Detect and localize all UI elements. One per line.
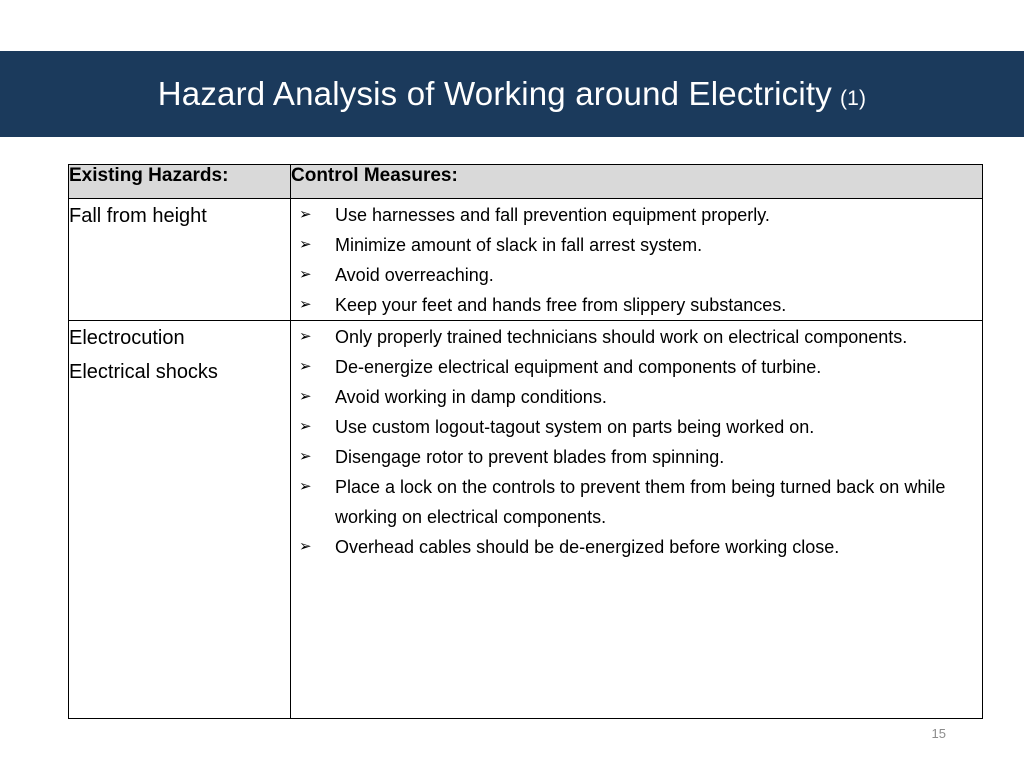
measure-text: Place a lock on the controls to prevent them from being turned back on while working on electrical components.	[335, 477, 946, 527]
measure-text: Minimize amount of slack in fall arrest system.	[335, 235, 703, 255]
list-item	[299, 472, 974, 532]
hazard-cell	[69, 199, 291, 321]
measures-cell	[291, 199, 983, 321]
table-header-row	[69, 165, 983, 199]
arrowhead-bullet-icon: ➢	[299, 358, 312, 375]
measure-text: Keep your feet and hands free from slippery substances.	[335, 295, 787, 315]
table-row	[69, 321, 983, 719]
measures-cell	[291, 321, 983, 719]
measure-text: Use custom logout-tagout system on parts being worked on.	[335, 417, 815, 437]
page-number: 15	[931, 726, 946, 741]
list-item	[299, 412, 974, 442]
hazard-table	[68, 164, 983, 719]
list-item	[299, 290, 974, 320]
list-item	[299, 442, 974, 472]
arrowhead-bullet-icon: ➢	[299, 236, 312, 253]
arrowhead-bullet-icon: ➢	[299, 206, 312, 223]
arrowhead-bullet-icon: ➢	[299, 448, 312, 465]
hazard-item: Fall from height	[69, 205, 207, 227]
list-item	[299, 382, 974, 412]
measure-text: Avoid working in damp conditions.	[335, 387, 607, 407]
arrowhead-bullet-icon: ➢	[299, 478, 312, 495]
table-row	[69, 199, 983, 321]
arrowhead-bullet-icon: ➢	[299, 328, 312, 345]
list-item	[299, 322, 974, 352]
slide-title	[158, 75, 866, 113]
measure-text: Overhead cables should be de-energized before working close.	[335, 537, 840, 557]
measures-list	[291, 199, 982, 320]
measure-text: Use harnesses and fall prevention equipment properly.	[335, 205, 770, 225]
hazard-cell	[69, 321, 291, 719]
arrowhead-bullet-icon: ➢	[299, 388, 312, 405]
list-item	[299, 260, 974, 290]
title-band	[0, 51, 1024, 137]
list-item	[299, 200, 974, 230]
hazard-item: Electrocution	[69, 327, 185, 349]
arrowhead-bullet-icon: ➢	[299, 296, 312, 313]
measures-list	[291, 321, 982, 562]
arrowhead-bullet-icon: ➢	[299, 538, 312, 555]
measure-text: Only properly trained technicians should work on electrical components.	[335, 327, 908, 347]
slide-title-text: Hazard Analysis of Working around Electricity	[157, 75, 832, 112]
list-item	[299, 532, 974, 562]
slide-title-suffix: (1)	[839, 87, 867, 110]
list-item	[299, 352, 974, 382]
measure-text: De-energize electrical equipment and components of turbine.	[335, 357, 822, 377]
arrowhead-bullet-icon: ➢	[299, 418, 312, 435]
list-item	[299, 230, 974, 260]
measure-text: Disengage rotor to prevent blades from spinning.	[335, 447, 725, 467]
hazard-item: Electrical shocks	[69, 361, 218, 383]
header-existing-hazards: Existing Hazards:	[69, 165, 291, 199]
arrowhead-bullet-icon: ➢	[299, 266, 312, 283]
header-control-measures: Control Measures:	[291, 165, 983, 199]
measure-text: Avoid overreaching.	[335, 265, 494, 285]
